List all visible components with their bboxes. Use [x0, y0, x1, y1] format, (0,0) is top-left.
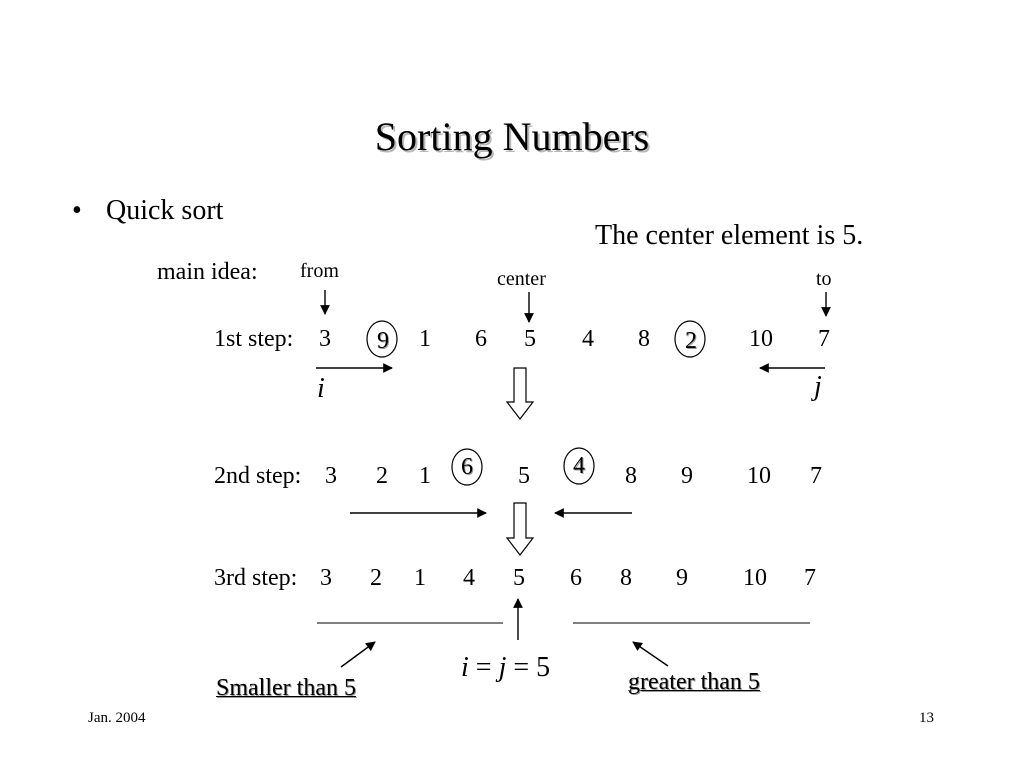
equation-value: 5 — [536, 652, 551, 683]
equation-equals: = — [513, 652, 530, 683]
greater-than-label: greater than 5 — [628, 669, 760, 695]
step-3-number: 8 — [620, 565, 632, 591]
step-down-arrow — [507, 368, 533, 419]
step-2-number-center: 5 — [518, 463, 530, 489]
step-1-number: 3 — [319, 326, 331, 352]
equation-i: i — [461, 652, 469, 683]
swap-circle-9 — [367, 321, 397, 357]
step-1-number-center: 5 — [524, 326, 536, 352]
step-3-label: 3rd step: — [214, 565, 298, 591]
step-2-number: 10 — [747, 463, 771, 489]
page-number: 13 — [919, 710, 934, 726]
center-label: center — [497, 268, 546, 290]
step-3-number-pivot: 5 — [513, 565, 525, 591]
step-2-number: 3 — [325, 463, 337, 489]
greater-pointer-arrow — [633, 642, 668, 666]
swap-circle-2 — [675, 321, 705, 357]
step-2-number: 9 — [681, 463, 693, 489]
step-3-number: 7 — [804, 565, 816, 591]
step-2-label: 2nd step: — [214, 463, 302, 489]
swap-circle-6 — [452, 449, 482, 485]
center-note: The center element is 5. — [595, 220, 864, 251]
step-2-number: 2 — [376, 463, 388, 489]
bullet-marker: • — [72, 195, 82, 226]
step-3-number: 4 — [463, 565, 475, 591]
step-2-number: 8 — [625, 463, 637, 489]
step-3-number: 1 — [414, 565, 426, 591]
step-1-number: 10 — [749, 326, 773, 352]
step-2-number: 7 — [810, 463, 822, 489]
step-1-label: 1st step: — [214, 326, 294, 352]
main-idea-label: main idea: — [157, 259, 258, 285]
smaller-pointer-arrow — [341, 642, 375, 667]
step-1-number: 7 — [818, 326, 830, 352]
to-label: to — [816, 268, 832, 290]
step-1-number: 8 — [638, 326, 650, 352]
j-pointer-label: j — [814, 371, 822, 402]
step-3-number: 3 — [320, 565, 332, 591]
equation-equals: = — [475, 652, 492, 683]
step-3-number: 10 — [743, 565, 767, 591]
step-2-number-swap: 4 — [573, 453, 585, 479]
step-1-number: 6 — [475, 326, 487, 352]
step-1-number: 1 — [419, 326, 431, 352]
step-2-number-swap: 6 — [461, 454, 473, 480]
bullet-text: Quick sort — [106, 195, 224, 226]
step-down-arrow — [507, 503, 533, 555]
step-2-number: 1 — [419, 463, 431, 489]
step-3-number: 2 — [370, 565, 382, 591]
step-3-number: 6 — [570, 565, 582, 591]
equation-j: j — [498, 652, 507, 683]
i-pointer-label: i — [317, 373, 325, 404]
slide-title: Sorting Numbers — [374, 114, 650, 159]
from-label: from — [300, 260, 339, 282]
swap-circle-4 — [564, 448, 594, 484]
step-3-number: 9 — [676, 565, 688, 591]
footer-date: Jan. 2004 — [88, 710, 146, 726]
step-1-number-swap: 2 — [685, 328, 697, 354]
step-1-number-swap: 9 — [377, 328, 389, 354]
step-1-number: 4 — [582, 326, 594, 352]
smaller-than-label: Smaller than 5 — [216, 675, 356, 701]
